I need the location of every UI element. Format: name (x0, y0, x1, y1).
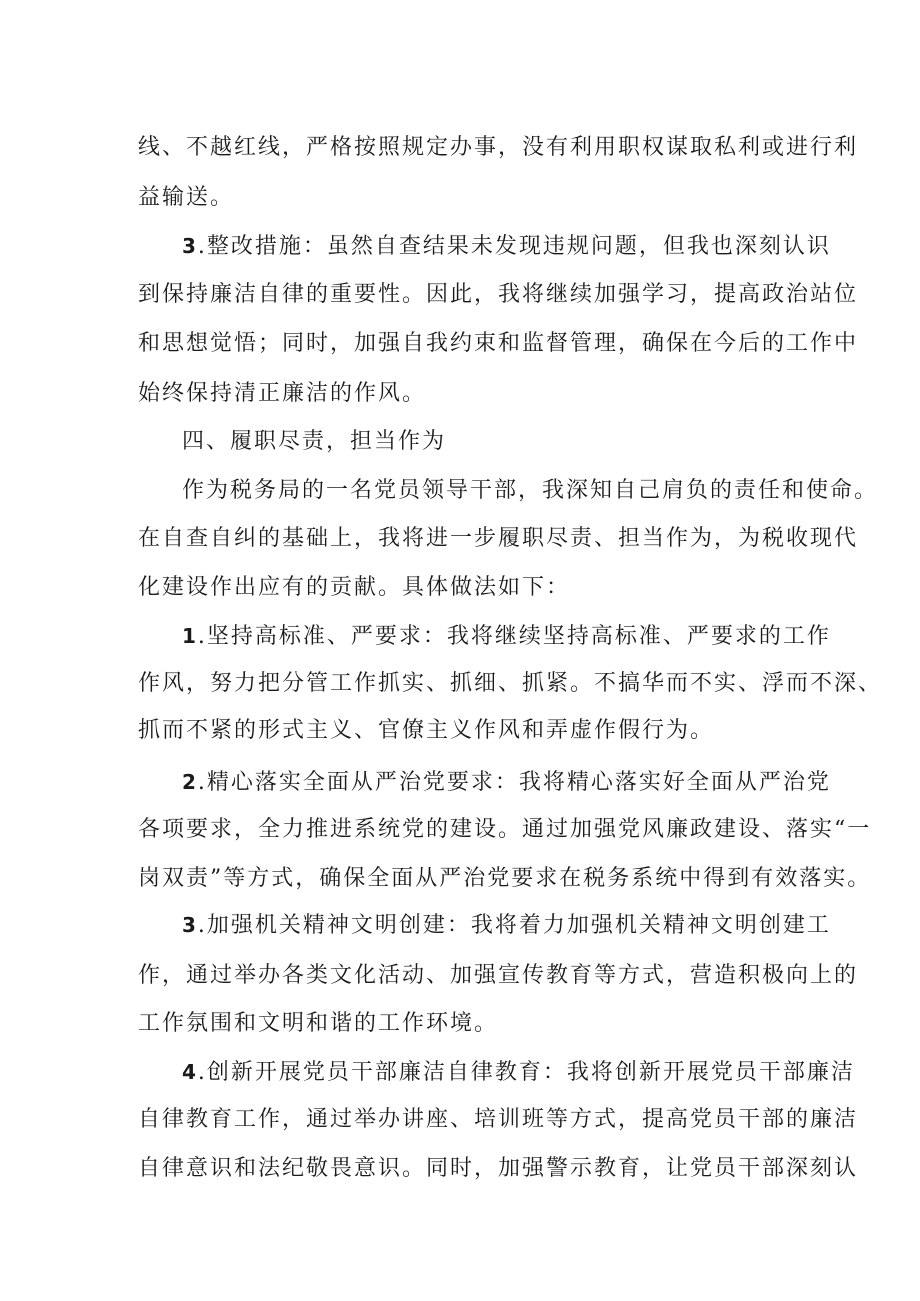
text-line: 抓而不紧的形式主义、官僚主义作风和弄虚作假行为。 (138, 718, 715, 743)
list-item-line: 3.整改措施：虽然自查结果未发现违规问题，但我也深刻认识 (182, 234, 831, 259)
paragraph-line: 作为税务局的一名党员领导干部，我深知自己肩负的责任和使命。 (182, 478, 879, 503)
text-line: 自律意识和法纪敬畏意识。同时，加强警示教育，让党员干部深刻认 (138, 1156, 859, 1181)
section-heading: 四、履职尽责，担当作为 (182, 429, 447, 454)
text-line: 和思想觉悟；同时，加强自我约束和监督管理，确保在今后的工作中 (138, 331, 859, 356)
list-number: 3 (182, 234, 198, 258)
text-line: 作，通过举办各类文化活动、加强宣传教育等方式，营造积极向上的 (138, 963, 859, 988)
text-line: 线、不越红线，严格按照规定办事，没有利用职权谋取私利或进行利 (138, 135, 859, 160)
text-line: 各项要求，全力推进系统党的建设。通过加强党风廉政建设、落实“一 (138, 817, 872, 842)
text-line: 益输送。 (138, 185, 235, 210)
list-number: 2 (182, 770, 198, 794)
list-number: 3 (182, 913, 198, 937)
text-line: 到保持廉洁自律的重要性。因此，我将继续加强学习，提高政治站位 (138, 282, 859, 307)
list-number: 1 (182, 624, 198, 648)
text-line: 工作氛围和文明和谐的工作环境。 (138, 1011, 499, 1036)
text-line: 自律教育工作，通过举办讲座、培训班等方式，提高党员干部的廉洁 (138, 1107, 859, 1132)
list-item-line: 1.坚持高标准、严要求：我将继续坚持高标准、严要求的工作 (182, 624, 831, 649)
text-line: 作风，努力把分管工作抓实、抓细、抓紧。不搞华而不实、浮而不深、 (138, 671, 883, 696)
list-item-line: 3.加强机关精神文明创建：我将着力加强机关精神文明创建工 (182, 913, 831, 938)
list-number: 4 (182, 1060, 198, 1084)
text-line: 始终保持清正廉洁的作风。 (138, 381, 427, 406)
text-line: 在自查自纠的基础上，我将进一步履职尽责、担当作为，为税收现代 (138, 526, 859, 551)
text-line: 化建设作出应有的贡献。具体做法如下： (138, 575, 571, 600)
list-item-line: 2.精心落实全面从严治党要求：我将精心落实好全面从严治党 (182, 770, 831, 795)
list-item-line: 4.创新开展党员干部廉洁自律教育：我将创新开展党员干部廉洁 (182, 1060, 855, 1085)
text-line: 岗双责”等方式，确保全面从严治党要求在税务系统中得到有效落实。 (138, 866, 872, 891)
